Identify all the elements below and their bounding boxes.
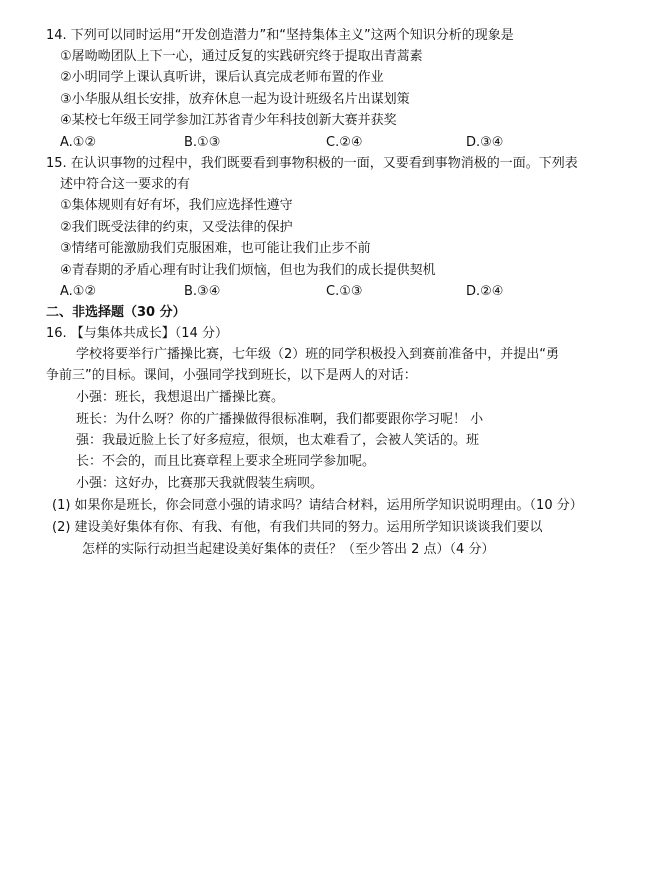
q16-dialog-line-2: 班长：为什么呀？你的广播操做得很标准啊，我们都要跟你学习呢！ 小 [76,412,484,427]
q16-dialog-line-1: 小强：班长，我想退出广播操比赛。 [76,390,285,405]
q14-option-d: D.③④ [466,135,504,150]
q14-option-b: B.①③ [184,135,221,150]
q16-subquestion-2-line-2: 怎样的实际行动担当起建设美好集体的责任？（至少答出 2 点）（4 分） [82,542,495,557]
q14-item-3: ③小华服从组长安排，放弃休息一起为设计班级名片出谋划策 [60,92,410,107]
q16-title: 16. 【与集体共成长】（14 分） [46,326,228,341]
q16-subquestion-2-line-1: (2) 建设美好集体有你、有我、有他，有我们共同的努力。运用所学知识谈谈我们要以 [52,520,543,535]
q14-item-4: ④某校七年级王同学参加江苏省青少年科技创新大赛并获奖 [60,113,397,128]
q15-item-1: ①集体规则有好有坏，我们应选择性遵守 [60,198,293,213]
q15-stem-line-2: 述中符合这一要求的有 [60,177,191,192]
q16-material-line-1: 学校将要举行广播操比赛，七年级（2）班的同学积极投入到赛前准备中，并提出“勇 [76,347,560,362]
q14-item-2: ②小明同学上课认真听讲，课后认真完成老师布置的作业 [60,70,384,85]
q16-subquestion-1: (1) 如果你是班长，你会同意小强的请求吗？请结合材料，运用所学知识说明理由。（10 分） [52,498,583,513]
q16-dialog-line-4: 长：不会的，而且比赛章程上要求全班同学参加呢。 [76,454,376,469]
q15-stem-line-1: 15. 在认识事物的过程中，我们既要看到事物积极的一面，又要看到事物消极的一面。下列表 [46,156,578,171]
q15-option-a: A.①② [60,284,97,299]
q15-item-2: ②我们既受法律的约束，又受法律的保护 [60,220,293,235]
q14-options [60,133,620,153]
q15-option-d: D.②④ [466,284,504,299]
q14-option-c: C.②④ [326,135,363,150]
q14-option-a: A.①② [60,135,97,150]
q14-item-1: ①屠呦呦团队上下一心，通过反复的实践研究终于提取出青蒿素 [60,49,423,64]
q15-option-c: C.①③ [326,284,363,299]
q15-option-b: B.③④ [184,284,221,299]
q15-item-3: ③情绪可能激励我们克服困难，也可能让我们止步不前 [60,241,371,256]
q15-options [60,282,620,302]
q16-dialog-line-3: 强：我最近脸上长了好多痘痘，很烦，也太难看了，会被人笑话的。班 [76,433,480,448]
q15-item-4: ④青春期的矛盾心理有时让我们烦恼，但也为我们的成长提供契机 [60,263,436,278]
q16-dialog-line-5: 小强：这好办，比赛那天我就假装生病呗。 [76,476,324,491]
section-2-heading: 二、非选择题（30 分） [46,305,186,320]
q16-material-line-2: 争前三”的目标。课间，小强同学找到班长，以下是两人的对话： [46,368,417,383]
q14-stem: 14. 下列可以同时运用“开发创造潜力”和“坚持集体主义”这两个知识分析的现象是 [46,28,514,43]
